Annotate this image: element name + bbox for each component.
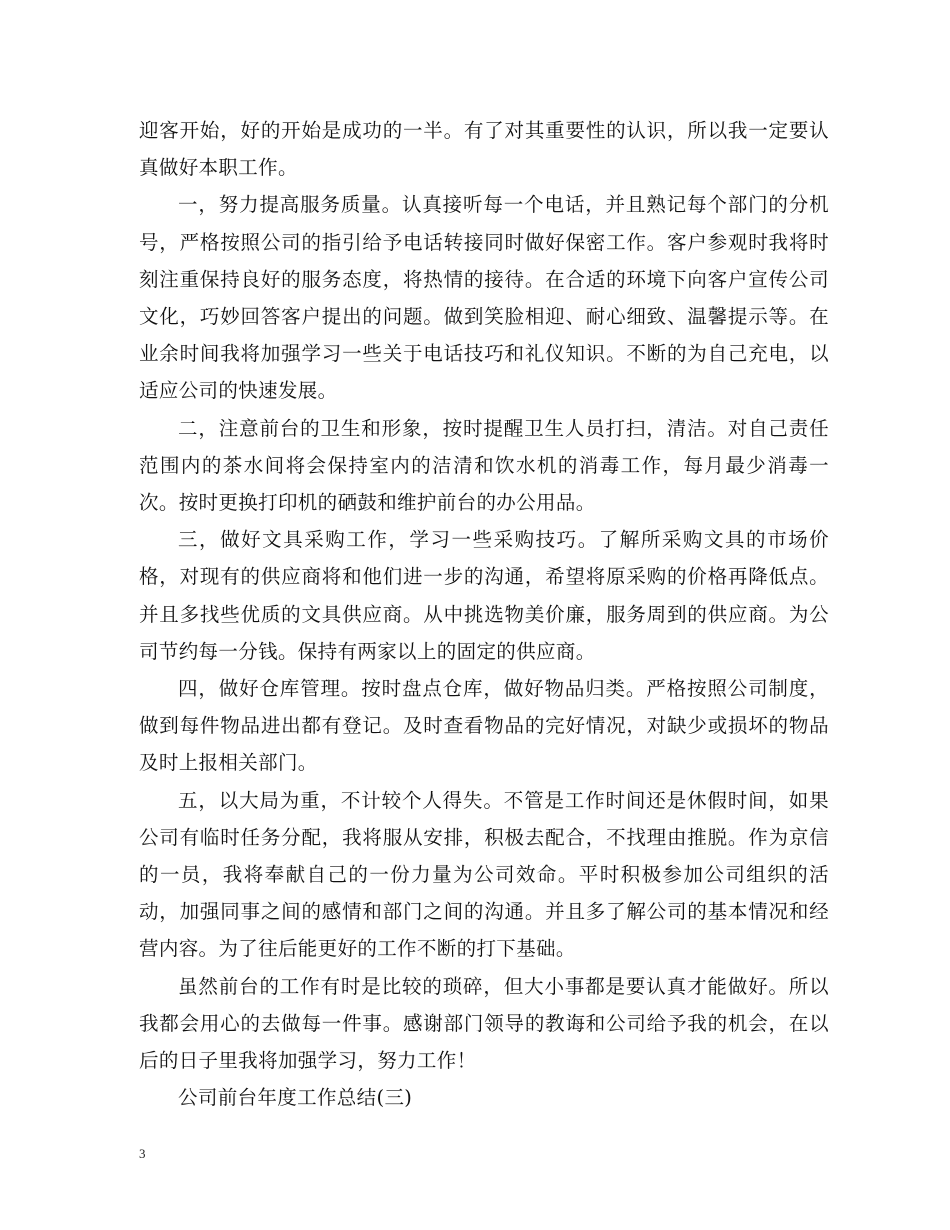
paragraph-overall-interest: 五，以大局为重，不计较个人得失。不管是工作时间还是休假时间，如果公司有临时任务分配，我将服从安排，积极去配合，不找理由推脱。作为京信的一员，我将奉献自己的一份力量为公司效命。平时积极参加公司组织的活动，加强同事之间的感情和部门之间的沟通。并且多了解公司的基本情况和经营内容。为了往后能更好的工作不断的打下基础。 [139,788,829,961]
paragraph-intro: 迎客开始，好的开始是成功的一半。有了对其重要性的认识，所以我一定要认真做好本职工作。 [139,119,829,180]
paragraph-warehouse-management: 四，做好仓库管理。按时盘点仓库，做好物品归类。严格按照公司制度，做到每件物品进出都有登记。及时查看物品的完好情况，对缺少或损坏的物品及时上报相关部门。 [139,677,829,775]
document-body [139,112,829,1116]
page-number: 3 [139,1146,146,1161]
section-heading: 公司前台年度工作总结(三) [178,1086,413,1110]
paragraph-hygiene-image: 二，注意前台的卫生和形象，按时提醒卫生人员打扫，清洁。对自己责任范围内的茶水间将会保持室内的洁清和饮水机的消毒工作，每月最少消毒一次。按时更换打印机的硒鼓和维护前台的办公用品。 [139,416,829,515]
paragraph-stationery-purchasing: 三，做好文具采购工作，学习一些采购技巧。了解所采购文具的市场价格，对现有的供应商将和他们进一步的沟通，希望将原采购的价格再降低点。并且多找些优质的文具供应商。从中挑选物美价廉，服务周到的供应商。为公司节约每一分钱。保持有两家以上的固定的供应商。 [139,528,829,663]
paragraph-service-quality: 一，努力提高服务质量。认真接听每一个电话，并且熟记每个部门的分机号，严格按照公司的指引给予电话转接同时做好保密工作。客户参观时我将时刻注重保持良好的服务态度，将热情的接待。在合适的环境下向客户宣传公司文化，巧妙回答客户提出的问题。做到笑脸相迎、耐心细致、温馨提示等。在业余时间我将加强学习一些关于电话技巧和礼仪知识。不断的为自己充电，以适应公司的快速发展。 [139,193,829,403]
paragraph-conclusion: 虽然前台的工作有时是比较的琐碎，但大小事都是要认真才能做好。所以我都会用心的去做每一件事。感谢部门领导的教诲和公司给予我的机会，在以后的日子里我将加强学习，努力工作！ [139,974,829,1073]
